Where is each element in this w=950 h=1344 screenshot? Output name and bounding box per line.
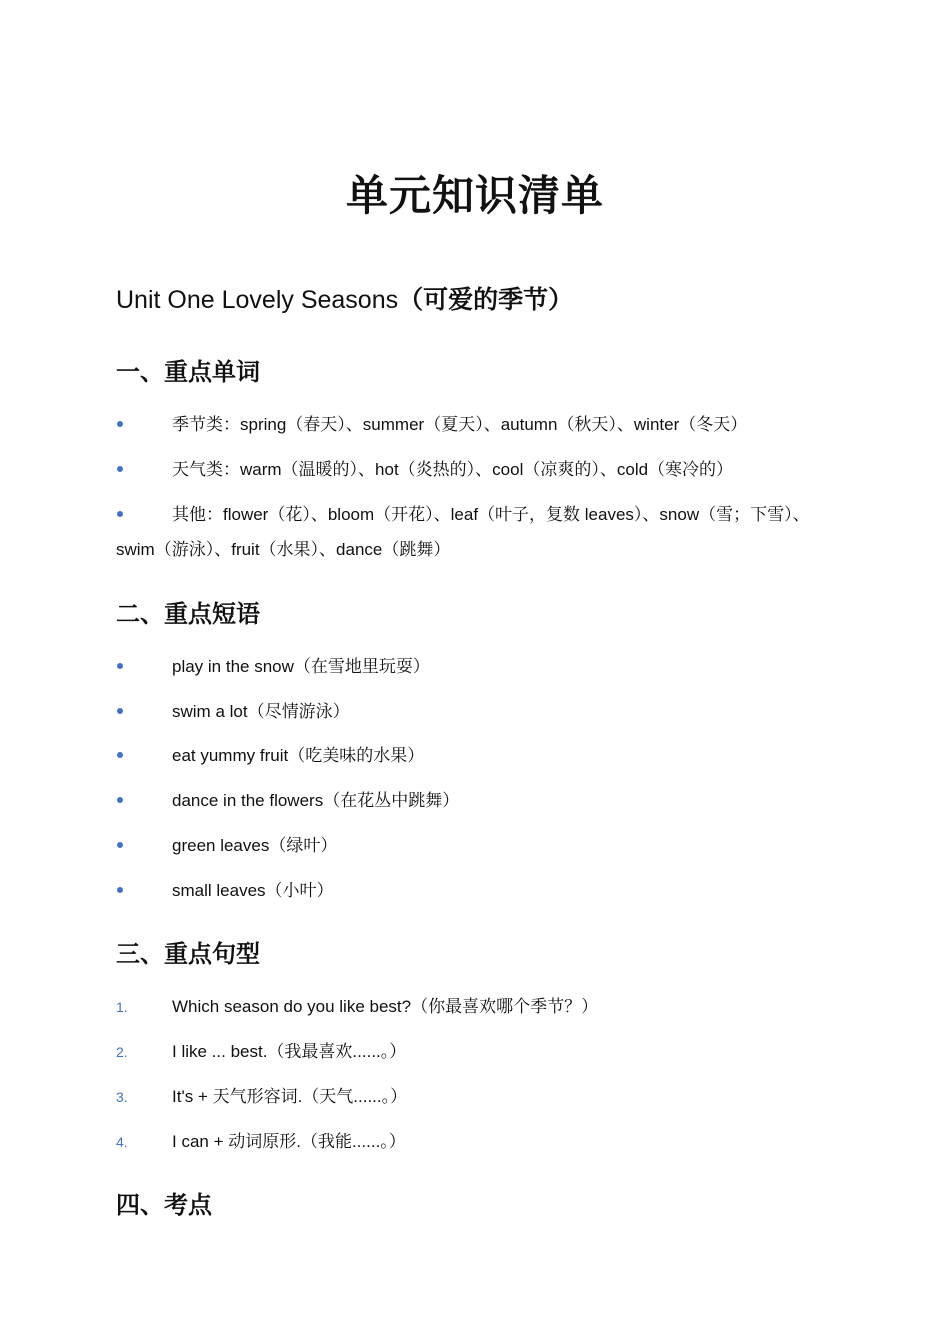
list-item	[116, 1124, 816, 1160]
section-heading-key-words: 一、重点单词	[116, 359, 260, 386]
bullet-marker	[116, 407, 172, 442]
list-item	[116, 989, 816, 1025]
section-heading-key-sentences: 三、重点句型	[116, 941, 260, 968]
list-item-text: 天气类：warm（温暖的）、hot（炎热的）、cool（凉爽的）、cold（寒冷的）	[172, 460, 734, 479]
list-item	[116, 738, 816, 773]
section-heading-key-phrases: 二、重点短语	[116, 601, 260, 628]
list-item-text: small leaves（小叶）	[172, 881, 334, 900]
list-item-text: swim a lot（尽情游泳）	[172, 702, 350, 721]
list-item	[116, 497, 816, 567]
list-item-text: dance in the flowers（在花丛中跳舞）	[172, 791, 460, 810]
unit-title-chinese: （可爱的季节）	[398, 286, 574, 314]
list-item	[116, 783, 816, 818]
list-item-text: eat yummy fruit（吃美味的水果）	[172, 746, 425, 765]
section-heading-exam-points: 四、考点	[116, 1192, 212, 1219]
list-item-text: I like ... best.（我最喜欢......。）	[172, 1042, 407, 1061]
bullet-marker	[116, 497, 172, 532]
list-item	[116, 407, 816, 442]
bullet-marker	[116, 828, 172, 863]
list-item	[116, 873, 816, 908]
list-item	[116, 1079, 816, 1115]
bullet-marker	[116, 873, 172, 908]
list-item	[116, 1034, 816, 1070]
list-number: 1.	[116, 999, 128, 1015]
list-item	[116, 694, 816, 729]
list-item-text: 其他：flower（花）、bloom（开花）、leaf（叶子，复数 leaves）、snow（雪；下雪）、swim（游泳）、fruit（水果）、dance（跳舞）	[116, 505, 810, 559]
bullet-marker	[116, 452, 172, 487]
bullet-marker	[116, 649, 172, 684]
list-item-text: It's + 天气形容词.（天气......。）	[172, 1087, 408, 1106]
bullet-marker	[116, 694, 172, 729]
page-title: 单元知识清单	[345, 172, 604, 219]
list-item	[116, 828, 816, 863]
list-item	[116, 452, 816, 487]
list-item-text: I can + 动词原形.（我能......。）	[172, 1132, 406, 1151]
bullet-marker	[116, 783, 172, 818]
list-number: 4.	[116, 1134, 128, 1150]
list-item-text: 季节类：spring（春天）、summer（夏天）、autumn（秋天）、winter（冬天）	[172, 415, 748, 434]
list-number: 2.	[116, 1044, 128, 1060]
list-item-text: Which season do you like best?（你最喜欢哪个季节？）	[172, 997, 599, 1016]
list-item-text: play in the snow（在雪地里玩耍）	[172, 657, 430, 676]
unit-title	[116, 283, 573, 317]
unit-title-english: Unit One Lovely Seasons	[116, 286, 399, 314]
list-number: 3.	[116, 1089, 128, 1105]
list-item-text: green leaves（绿叶）	[172, 836, 338, 855]
list-item	[116, 649, 816, 684]
bullet-marker	[116, 738, 172, 773]
